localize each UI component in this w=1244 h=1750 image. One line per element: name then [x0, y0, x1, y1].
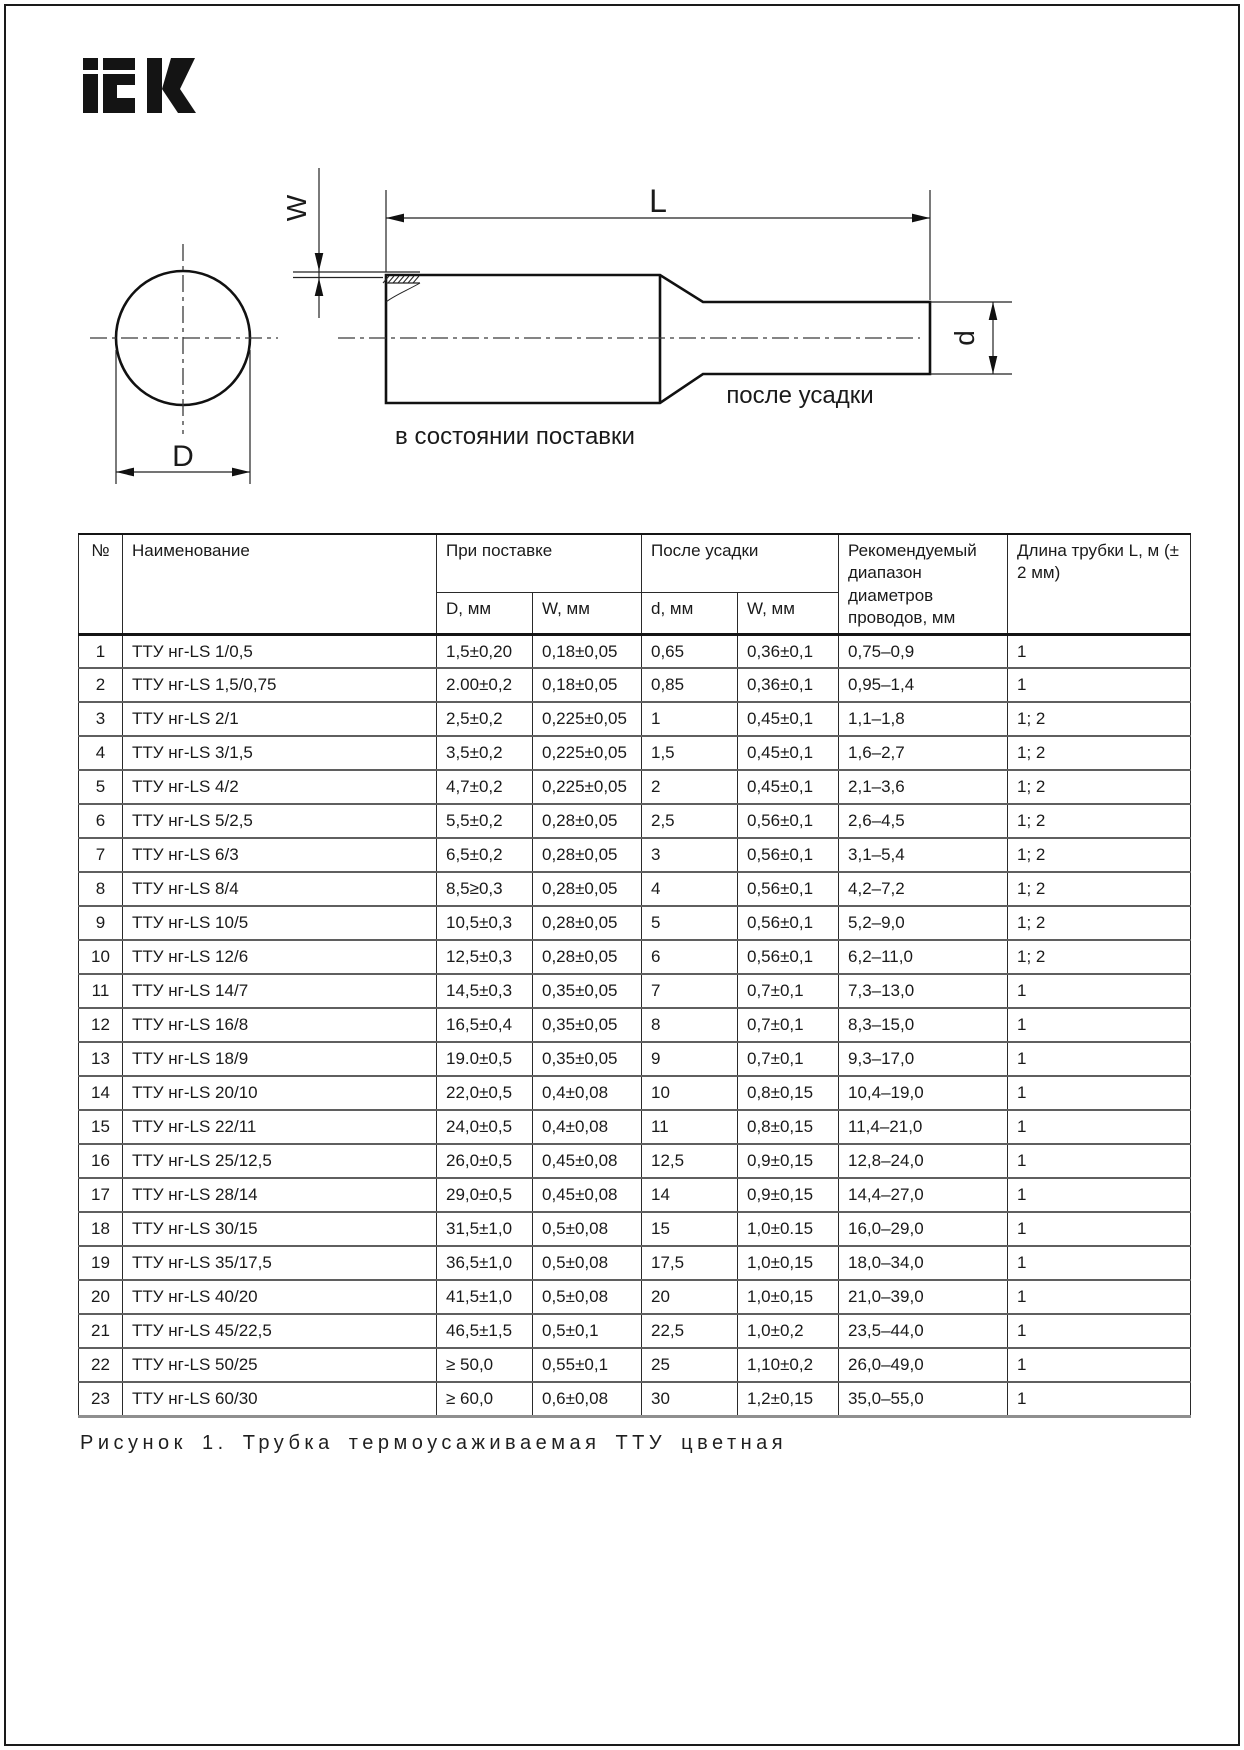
cell-name: ТТУ нг-LS 5/2,5 [123, 804, 437, 838]
cell-wire-range: 6,2–11,0 [839, 940, 1008, 974]
cell-tube-length: 1 [1008, 1314, 1191, 1348]
cell-tube-length: 1; 2 [1008, 940, 1191, 974]
cell-D-supply: 6,5±0,2 [437, 838, 533, 872]
cell-wire-range: 0,75–0,9 [839, 634, 1008, 668]
cell-W-shrink: 0,45±0,1 [738, 770, 839, 804]
cell-tube-length: 1 [1008, 1348, 1191, 1382]
cell-D-supply: 19.0±0,5 [437, 1042, 533, 1076]
cell-D-supply: 2,5±0,2 [437, 702, 533, 736]
cell-name: ТТУ нг-LS 22/11 [123, 1110, 437, 1144]
cell-index: 21 [79, 1314, 123, 1348]
cell-tube-length: 1 [1008, 1178, 1191, 1212]
cell-W-shrink: 1,0±0.15 [738, 1212, 839, 1246]
arrow-W-up [315, 278, 324, 296]
wall-cutaway-curve [386, 283, 420, 302]
cell-tube-length: 1 [1008, 1280, 1191, 1314]
cell-D-supply: 8,5≥0,3 [437, 872, 533, 906]
cell-name: ТТУ нг-LS 25/12,5 [123, 1144, 437, 1178]
cell-tube-length: 1 [1008, 668, 1191, 702]
cell-W-shrink: 0,7±0,1 [738, 1008, 839, 1042]
cell-W-shrink: 1,0±0,15 [738, 1280, 839, 1314]
cell-W-supply: 0,35±0,05 [533, 1042, 642, 1076]
cell-W-shrink: 1,2±0,15 [738, 1382, 839, 1416]
dim-label-D: D [172, 440, 194, 473]
cell-D-supply: 31,5±1,0 [437, 1212, 533, 1246]
cell-W-shrink: 0,56±0,1 [738, 940, 839, 974]
cell-index: 22 [79, 1348, 123, 1382]
cell-W-shrink: 1,0±0,2 [738, 1314, 839, 1348]
spec-table-body [79, 634, 1191, 1416]
tube-drawing [0, 0, 1244, 510]
cell-wire-range: 12,8–24,0 [839, 1144, 1008, 1178]
cell-index: 20 [79, 1280, 123, 1314]
cell-W-supply: 0,28±0,05 [533, 940, 642, 974]
spec-table [78, 533, 1191, 1418]
arrow-L-right [912, 214, 930, 223]
cell-W-supply: 0,5±0,08 [533, 1212, 642, 1246]
cell-name: ТТУ нг-LS 45/22,5 [123, 1314, 437, 1348]
cell-W-supply: 0,18±0,05 [533, 634, 642, 668]
cell-D-supply: 16,5±0,4 [437, 1008, 533, 1042]
th-name: Наименование [123, 534, 437, 634]
cell-tube-length: 1 [1008, 1008, 1191, 1042]
cell-d-shrink: 30 [642, 1382, 738, 1416]
cell-name: ТТУ нг-LS 28/14 [123, 1178, 437, 1212]
cell-D-supply: 22,0±0,5 [437, 1076, 533, 1110]
cell-d-shrink: 4 [642, 872, 738, 906]
cell-d-shrink: 6 [642, 940, 738, 974]
dim-label-W: W [281, 194, 312, 222]
cell-D-supply: 1,5±0,20 [437, 634, 533, 668]
cell-index: 10 [79, 940, 123, 974]
arrow-d-down [989, 356, 998, 374]
table-row [79, 634, 1191, 668]
cell-index: 16 [79, 1144, 123, 1178]
cell-d-shrink: 8 [642, 1008, 738, 1042]
cell-tube-length: 1 [1008, 1382, 1191, 1416]
cell-name: ТТУ нг-LS 30/15 [123, 1212, 437, 1246]
cell-W-supply: 0,28±0,05 [533, 872, 642, 906]
spec-table-head [79, 534, 1191, 634]
cell-D-supply: 12,5±0,3 [437, 940, 533, 974]
cell-tube-length: 1; 2 [1008, 838, 1191, 872]
th-d-mm: d, мм [642, 593, 738, 634]
cell-name: ТТУ нг-LS 50/25 [123, 1348, 437, 1382]
cell-name: ТТУ нг-LS 20/10 [123, 1076, 437, 1110]
cell-W-shrink: 0,56±0,1 [738, 906, 839, 940]
label-supplied-state: в состоянии поставки [395, 423, 635, 450]
cell-d-shrink: 15 [642, 1212, 738, 1246]
cell-d-shrink: 7 [642, 974, 738, 1008]
cell-wire-range: 2,6–4,5 [839, 804, 1008, 838]
cell-W-shrink: 0,9±0,15 [738, 1178, 839, 1212]
table-row [79, 940, 1191, 974]
spec-table-container [78, 533, 1190, 1418]
cell-W-supply: 0,4±0,08 [533, 1076, 642, 1110]
cell-tube-length: 1 [1008, 1076, 1191, 1110]
cell-name: ТТУ нг-LS 1/0,5 [123, 634, 437, 668]
cell-wire-range: 14,4–27,0 [839, 1178, 1008, 1212]
figure-caption: Рисунок 1. Трубка термоусаживаемая ТТУ цветная [80, 1432, 788, 1454]
cell-wire-range: 0,95–1,4 [839, 668, 1008, 702]
cell-name: ТТУ нг-LS 16/8 [123, 1008, 437, 1042]
cell-name: ТТУ нг-LS 14/7 [123, 974, 437, 1008]
cell-tube-length: 1; 2 [1008, 804, 1191, 838]
cell-wire-range: 10,4–19,0 [839, 1076, 1008, 1110]
cell-d-shrink: 2,5 [642, 804, 738, 838]
cell-D-supply: 46,5±1,5 [437, 1314, 533, 1348]
table-row [79, 974, 1191, 1008]
cell-W-shrink: 1,0±0,15 [738, 1246, 839, 1280]
cell-name: ТТУ нг-LS 40/20 [123, 1280, 437, 1314]
cell-name: ТТУ нг-LS 6/3 [123, 838, 437, 872]
cell-name: ТТУ нг-LS 18/9 [123, 1042, 437, 1076]
table-row [79, 1280, 1191, 1314]
cell-W-supply: 0,35±0,05 [533, 974, 642, 1008]
cell-D-supply: 14,5±0,3 [437, 974, 533, 1008]
cell-index: 5 [79, 770, 123, 804]
cell-d-shrink: 10 [642, 1076, 738, 1110]
cell-d-shrink: 2 [642, 770, 738, 804]
cell-D-supply: ≥ 60,0 [437, 1382, 533, 1416]
cell-W-supply: 0,225±0,05 [533, 770, 642, 804]
cell-index: 15 [79, 1110, 123, 1144]
table-row [79, 1212, 1191, 1246]
cell-W-supply: 0,6±0,08 [533, 1382, 642, 1416]
cell-W-shrink: 0,7±0,1 [738, 1042, 839, 1076]
table-row [79, 1110, 1191, 1144]
cell-W-supply: 0,5±0,1 [533, 1314, 642, 1348]
cell-index: 2 [79, 668, 123, 702]
cell-D-supply: ≥ 50,0 [437, 1348, 533, 1382]
cell-name: ТТУ нг-LS 3/1,5 [123, 736, 437, 770]
cell-D-supply: 10,5±0,3 [437, 906, 533, 940]
cell-W-supply: 0,55±0,1 [533, 1348, 642, 1382]
arrow-D-right [232, 468, 250, 477]
cell-wire-range: 26,0–49,0 [839, 1348, 1008, 1382]
cell-index: 23 [79, 1382, 123, 1416]
cell-d-shrink: 22,5 [642, 1314, 738, 1348]
cell-d-shrink: 11 [642, 1110, 738, 1144]
table-row [79, 838, 1191, 872]
cell-wire-range: 5,2–9,0 [839, 906, 1008, 940]
th-wire-range: Рекомендуемый диапазон диаметров проводов, мм [839, 534, 1008, 634]
cell-tube-length: 1; 2 [1008, 770, 1191, 804]
cell-d-shrink: 1 [642, 702, 738, 736]
cell-D-supply: 4,7±0,2 [437, 770, 533, 804]
cell-W-supply: 0,28±0,05 [533, 838, 642, 872]
cell-tube-length: 1; 2 [1008, 702, 1191, 736]
cell-d-shrink: 1,5 [642, 736, 738, 770]
cell-D-supply: 24,0±0,5 [437, 1110, 533, 1144]
cell-index: 11 [79, 974, 123, 1008]
cell-tube-length: 1 [1008, 1212, 1191, 1246]
cell-D-supply: 3,5±0,2 [437, 736, 533, 770]
th-W-mm-shrink: W, мм [738, 593, 839, 634]
cell-wire-range: 2,1–3,6 [839, 770, 1008, 804]
table-row [79, 702, 1191, 736]
table-row [79, 668, 1191, 702]
cell-d-shrink: 3 [642, 838, 738, 872]
cell-W-shrink: 0,45±0,1 [738, 736, 839, 770]
cell-d-shrink: 5 [642, 906, 738, 940]
cell-tube-length: 1; 2 [1008, 736, 1191, 770]
table-row [79, 1382, 1191, 1416]
cell-wire-range: 4,2–7,2 [839, 872, 1008, 906]
table-row [79, 1042, 1191, 1076]
cell-name: ТТУ нг-LS 1,5/0,75 [123, 668, 437, 702]
cell-wire-range: 3,1–5,4 [839, 838, 1008, 872]
cell-d-shrink: 0,65 [642, 634, 738, 668]
table-row [79, 1178, 1191, 1212]
cell-W-supply: 0,225±0,05 [533, 702, 642, 736]
cell-index: 14 [79, 1076, 123, 1110]
cell-tube-length: 1; 2 [1008, 906, 1191, 940]
arrow-L-left [386, 214, 404, 223]
cell-index: 18 [79, 1212, 123, 1246]
cell-D-supply: 26,0±0,5 [437, 1144, 533, 1178]
cell-D-supply: 41,5±1,0 [437, 1280, 533, 1314]
cell-index: 6 [79, 804, 123, 838]
table-row [79, 1314, 1191, 1348]
cell-W-supply: 0,28±0,05 [533, 906, 642, 940]
cell-tube-length: 1; 2 [1008, 872, 1191, 906]
cell-tube-length: 1 [1008, 1110, 1191, 1144]
cell-d-shrink: 14 [642, 1178, 738, 1212]
cell-wire-range: 11,4–21,0 [839, 1110, 1008, 1144]
cell-tube-length: 1 [1008, 1042, 1191, 1076]
cell-W-supply: 0,45±0,08 [533, 1144, 642, 1178]
cell-wire-range: 21,0–39,0 [839, 1280, 1008, 1314]
cell-wire-range: 7,3–13,0 [839, 974, 1008, 1008]
cell-index: 3 [79, 702, 123, 736]
cell-wire-range: 1,6–2,7 [839, 736, 1008, 770]
cell-W-shrink: 0,56±0,1 [738, 838, 839, 872]
cell-D-supply: 29,0±0,5 [437, 1178, 533, 1212]
cell-D-supply: 5,5±0,2 [437, 804, 533, 838]
cell-W-shrink: 1,10±0,2 [738, 1348, 839, 1382]
dim-label-L: L [649, 183, 667, 219]
cell-tube-length: 1 [1008, 1144, 1191, 1178]
cell-W-supply: 0,35±0,05 [533, 1008, 642, 1042]
cell-W-shrink: 0,36±0,1 [738, 634, 839, 668]
cell-d-shrink: 12,5 [642, 1144, 738, 1178]
cell-wire-range: 1,1–1,8 [839, 702, 1008, 736]
cell-W-shrink: 0,56±0,1 [738, 872, 839, 906]
table-row [79, 906, 1191, 940]
cell-name: ТТУ нг-LS 12/6 [123, 940, 437, 974]
cell-d-shrink: 0,85 [642, 668, 738, 702]
table-row [79, 1008, 1191, 1042]
cell-W-supply: 0,5±0,08 [533, 1280, 642, 1314]
table-row [79, 1144, 1191, 1178]
th-num: № [79, 534, 123, 634]
cell-d-shrink: 9 [642, 1042, 738, 1076]
table-row [79, 1246, 1191, 1280]
cell-W-supply: 0,28±0,05 [533, 804, 642, 838]
table-row [79, 1076, 1191, 1110]
cell-index: 8 [79, 872, 123, 906]
cell-W-shrink: 0,8±0,15 [738, 1110, 839, 1144]
cell-name: ТТУ нг-LS 35/17,5 [123, 1246, 437, 1280]
cell-d-shrink: 25 [642, 1348, 738, 1382]
cell-W-supply: 0,45±0,08 [533, 1178, 642, 1212]
th-after-shrink: После усадки [642, 534, 839, 593]
dim-label-d: d [949, 330, 980, 346]
cell-d-shrink: 20 [642, 1280, 738, 1314]
table-row [79, 804, 1191, 838]
cell-W-supply: 0,5±0,08 [533, 1246, 642, 1280]
cell-d-shrink: 17,5 [642, 1246, 738, 1280]
cell-tube-length: 1 [1008, 974, 1191, 1008]
table-row [79, 770, 1191, 804]
cell-wire-range: 35,0–55,0 [839, 1382, 1008, 1416]
cell-W-shrink: 0,9±0,15 [738, 1144, 839, 1178]
cell-W-supply: 0,225±0,05 [533, 736, 642, 770]
cell-wire-range: 16,0–29,0 [839, 1212, 1008, 1246]
cell-D-supply: 36,5±1,0 [437, 1246, 533, 1280]
cell-W-supply: 0,4±0,08 [533, 1110, 642, 1144]
label-after-shrink: после усадки [726, 382, 874, 409]
table-row [79, 872, 1191, 906]
cell-name: ТТУ нг-LS 8/4 [123, 872, 437, 906]
cell-index: 7 [79, 838, 123, 872]
cell-W-shrink: 0,7±0,1 [738, 974, 839, 1008]
tube-drawing-svg [0, 0, 1244, 510]
cell-index: 9 [79, 906, 123, 940]
cell-tube-length: 1 [1008, 1246, 1191, 1280]
cell-W-supply: 0,18±0,05 [533, 668, 642, 702]
th-D-mm: D, мм [437, 593, 533, 634]
cell-wire-range: 8,3–15,0 [839, 1008, 1008, 1042]
cell-W-shrink: 0,45±0,1 [738, 702, 839, 736]
cell-name: ТТУ нг-LS 60/30 [123, 1382, 437, 1416]
cell-W-shrink: 0,8±0,15 [738, 1076, 839, 1110]
cell-wire-range: 23,5–44,0 [839, 1314, 1008, 1348]
cell-index: 19 [79, 1246, 123, 1280]
cell-index: 17 [79, 1178, 123, 1212]
th-tube-length: Длина трубки L, м (± 2 мм) [1008, 534, 1191, 634]
cell-tube-length: 1 [1008, 634, 1191, 668]
th-W-mm-supply: W, мм [533, 593, 642, 634]
th-at-supply: При поставке [437, 534, 642, 593]
cell-name: ТТУ нг-LS 4/2 [123, 770, 437, 804]
cell-W-shrink: 0,36±0,1 [738, 668, 839, 702]
cell-index: 1 [79, 634, 123, 668]
arrow-W-down [315, 253, 324, 271]
wall-hatching [383, 276, 420, 302]
arrow-d-up [989, 302, 998, 320]
table-row [79, 1348, 1191, 1382]
cell-index: 13 [79, 1042, 123, 1076]
cell-index: 4 [79, 736, 123, 770]
cell-name: ТТУ нг-LS 10/5 [123, 906, 437, 940]
cell-name: ТТУ нг-LS 2/1 [123, 702, 437, 736]
table-row [79, 736, 1191, 770]
cell-W-shrink: 0,56±0,1 [738, 804, 839, 838]
cell-wire-range: 9,3–17,0 [839, 1042, 1008, 1076]
cell-index: 12 [79, 1008, 123, 1042]
arrow-D-left [116, 468, 134, 477]
cell-wire-range: 18,0–34,0 [839, 1246, 1008, 1280]
cell-D-supply: 2.00±0,2 [437, 668, 533, 702]
